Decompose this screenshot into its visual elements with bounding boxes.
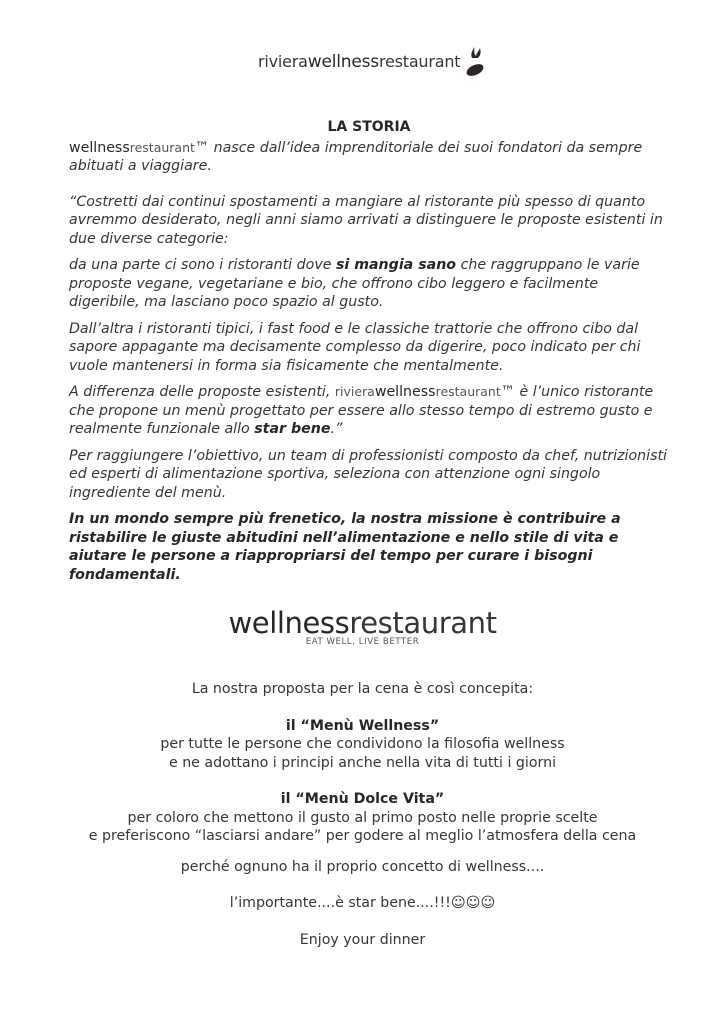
p4-brand-tail: restaurant — [435, 384, 501, 399]
menu-concept: perché ognuno ha il proprio concetto di wellness.... — [180, 858, 545, 875]
story-paragraph-3: Dall’altra i ristoranti tipici, i fast food e le classiche trattorie che offrono cibo dal sapore appagante ma decisamente complesso da digerire, poco indicato per chi vuole mantenersi in forma sia fisicamente che mentalmente. — [69, 320, 641, 374]
menu-dolce-vita-line-2: e preferiscono “lasciarsi andare” per godere al meglio l’atmosfera della cena — [88, 828, 637, 844]
menu-dolce-vita-line-1: per coloro che mettono il gusto al primo posto nelle proprie scelte — [127, 809, 598, 826]
p2-bold: si mangia sano — [335, 257, 457, 273]
menu-section — [0, 680, 725, 949]
brand-logo-wordmark — [0, 606, 725, 640]
logo-wellness: wellness — [307, 52, 379, 72]
brand-logo-bold: wellness — [228, 606, 350, 640]
menu-dolce-vita-title: il “Menù Dolce Vita” — [280, 791, 445, 807]
intro-brand-light: restaurant — [129, 139, 195, 155]
p2-text-a: da una parte ci sono i ristoranti dove — [69, 257, 336, 273]
menu-wellness-title: il “Menù Wellness” — [285, 717, 440, 734]
p4-brand-light: riviera — [334, 384, 375, 399]
logo-restaurant: restaurant — [378, 52, 461, 71]
story-intro — [69, 139, 669, 176]
p4-text-b: ™ è l’unico ristorante che propone un menù progettato per essere allo stesso tempo di estremo gusto e realmente funzionale allo — [69, 384, 654, 437]
menu-intro: La nostra proposta per la cena è così concepita: — [191, 681, 534, 697]
intro-text: ™ nasce dall’idea imprenditoriale dei suoi fondatori da sempre abituati a viaggiare. — [69, 139, 643, 174]
story-title: LA STORIA — [327, 119, 411, 135]
header-logo-text — [258, 52, 460, 72]
p4-brand-bold: wellness — [374, 384, 436, 400]
p4-text-c: .” — [330, 421, 343, 437]
wellness-restaurant-logo — [0, 606, 725, 647]
menu-important: l’importante....è star bene....!!!☺☺☺ — [229, 895, 496, 911]
menu-wellness-line-1: per tutte le persone che condividono la filosofia wellness — [160, 736, 565, 752]
p4-brand — [335, 384, 501, 400]
header-logo — [258, 52, 486, 84]
story-paragraph-5: Per raggiungere l’obiettivo, un team di professionisti composto da chef, nutrizionisti ed esperti di alimentazione sportiva, seleziona con attenzione ogni singolo ingrediente del menù. — [69, 447, 667, 501]
logo-riviera: riviera — [258, 52, 308, 71]
intro-brand — [69, 140, 195, 156]
menu-closing: Enjoy your dinner — [299, 931, 426, 948]
brand-logo-light: restaurant — [349, 606, 497, 640]
p4-bold: star bene — [254, 421, 331, 437]
p2-text-b: che raggruppano le varie proposte vegane, vegetariane e bio, che offrono cibo leggero e facilmente digeribile, ma lasciano poco spazio al gusto. — [69, 257, 640, 310]
story-paragraph-2 — [69, 256, 669, 312]
story-section — [69, 118, 669, 592]
brand-tagline: EAT WELL, LIVE BETTER — [305, 637, 420, 647]
story-paragraph-1: “Costretti dai continui spostamenti a mangiare al ristorante più spesso di quanto avremmo desiderato, negli anni siamo arrivati a distinguere le proposte esistenti in due diverse categorie: — [69, 193, 663, 247]
p4-text-a: A differenza delle proposte esistenti, — [69, 384, 335, 400]
intro-brand-bold: wellness — [69, 139, 130, 156]
story-mission: In un mondo sempre più frenetico, la nostra missione è contribuire a ristabilire le giuste abitudini nell’alimentazione e nello stile di vita e aiutare le persone a riappropriarsi del tempo per curare i bisogni fondamentali. — [69, 511, 621, 583]
menu-wellness-line-2: e ne adottano i principi anche nella vita di tutti i giorni — [168, 754, 557, 771]
story-paragraph-4 — [69, 383, 669, 439]
stone-and-flame-icon — [466, 46, 486, 84]
